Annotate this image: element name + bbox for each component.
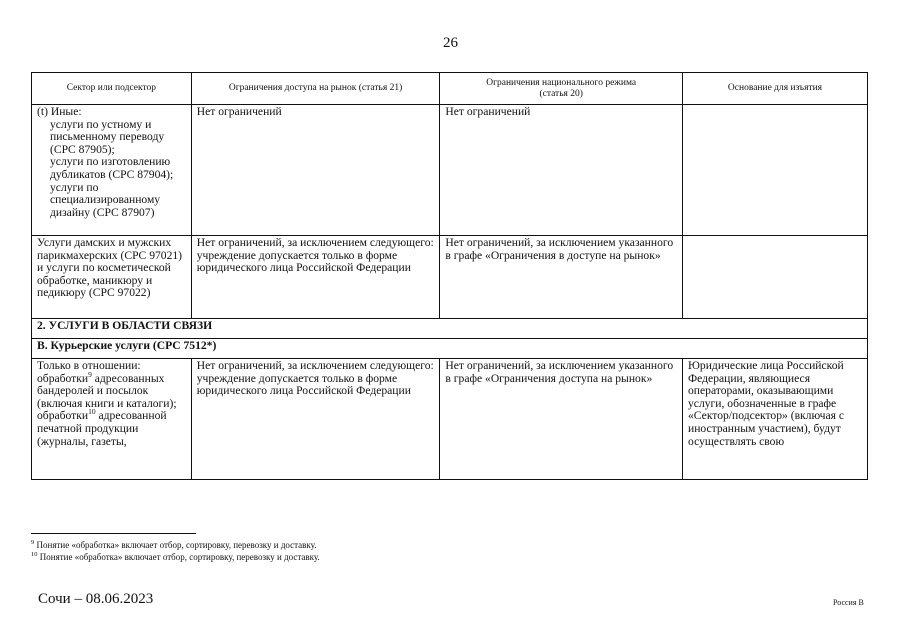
page-number: 26 xyxy=(443,35,458,51)
section-row xyxy=(32,319,868,339)
sector-heading: (t) Иные: xyxy=(37,105,82,118)
table-row xyxy=(32,236,868,319)
subsection-row xyxy=(32,339,868,359)
footnote xyxy=(31,539,320,551)
subsection-title: B. Курьерские услуги (CPC 7512*) xyxy=(32,339,868,359)
market-access-cell xyxy=(191,236,440,319)
sector-line: Только в отношении: xyxy=(37,359,141,372)
footnote xyxy=(31,551,320,563)
national-treatment-cell: Нет ограничений, за исключением указанного в графе «Ограничения в доступе на рынок» xyxy=(440,236,683,319)
sector-cell xyxy=(32,359,192,480)
market-access-cell xyxy=(191,359,440,480)
footnote-text: Понятие «обработка» включает отбор, сортировку, перевозку и доставку. xyxy=(34,540,317,550)
table-row xyxy=(32,105,868,236)
sector-cell: Услуги дамских и мужских парикмахерских (CPC 97021) и услуги по косметической обработке, маникюру и педикюру (CPC 97022) xyxy=(32,236,192,319)
list-item: услуги по специализированному дизайну (CPC 87907) xyxy=(50,180,161,219)
footer-date: Сочи – 08.06.2023 xyxy=(38,591,154,607)
header-market-access: Ограничения доступа на рынок (статья 21) xyxy=(191,73,440,105)
header-sector: Сектор или подсектор xyxy=(32,73,192,105)
footnotes xyxy=(31,539,320,563)
market-access-line: Нет ограничений, за исключением следующего: xyxy=(196,236,434,249)
sector-cell xyxy=(32,105,192,236)
footnote-mark: 10 xyxy=(31,551,38,558)
sector-item-text: адресованных бандеролей и посылок (включая книги и каталоги); xyxy=(37,371,177,410)
basis-cell xyxy=(683,105,868,236)
table-row xyxy=(32,359,868,480)
list-item: услуги по изготовлению дубликатов (CPC 87904); xyxy=(50,155,174,181)
section-title: 2. УСЛУГИ В ОБЛАСТИ СВЯЗИ xyxy=(32,319,868,339)
header-national-treatment: Ограничения национального режима (статья 20) xyxy=(440,73,683,105)
footer-mark: Россия В xyxy=(833,598,864,607)
market-access-line: учреждение допускается только в форме юридического лица Российской Федерации xyxy=(196,248,411,275)
market-access-line: учреждение допускается только в форме юридического лица Российской Федерации xyxy=(196,371,411,398)
footnote-mark: 9 xyxy=(31,539,35,546)
footnote-ref[interactable]: 10 xyxy=(88,407,96,417)
market-access-cell: Нет ограничений xyxy=(191,105,440,236)
footnote-divider xyxy=(31,533,196,534)
sector-item-text: обработки xyxy=(37,371,89,385)
list-item: услуги по устному и письменному переводу (CPC 87905); xyxy=(50,117,165,156)
footnote-text: Понятие «обработка» включает отбор, сортировку, перевозку и доставку. xyxy=(37,552,320,562)
market-access-line: Нет ограничений, за исключением следующего: xyxy=(196,359,434,372)
commitments-table xyxy=(31,72,868,480)
basis-cell xyxy=(683,236,868,319)
sector-item xyxy=(37,369,186,411)
national-treatment-cell: Нет ограничений xyxy=(440,105,683,236)
sector-item-text: адресованной печатной продукции (журналы, газеты, xyxy=(37,409,167,448)
sector-item xyxy=(37,407,186,448)
basis-cell: Юридические лица Российской Федерации, являющиеся операторами, оказывающими услуги, обозначенные в графе «Сектор/подсектор» (включая с иностранным участием), будут осуществлять свою xyxy=(683,359,868,480)
header-basis: Основание для изъятия xyxy=(683,73,868,105)
sector-item-text: обработки xyxy=(37,409,89,423)
footnote-ref[interactable]: 9 xyxy=(88,369,92,379)
table-header-row xyxy=(32,73,868,105)
national-treatment-cell: Нет ограничений, за исключением указанного в графе «Ограничения доступа на рынок» xyxy=(440,359,683,480)
